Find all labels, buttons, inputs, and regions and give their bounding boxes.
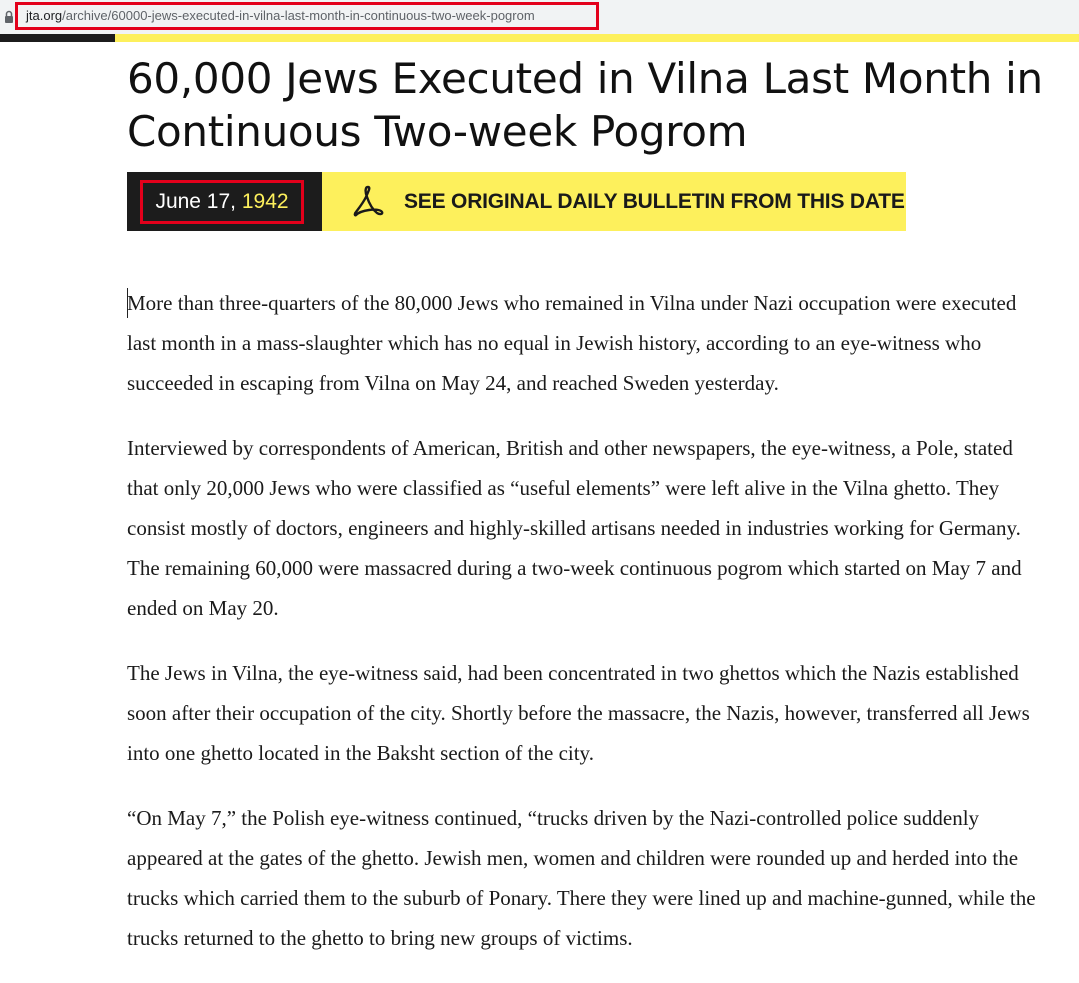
article-paragraph: “On May 7,” the Polish eye-witness continued, “trucks driven by the Nazi-controlled police suddenly appeared at the gates of the ghetto. Jewish men, women and children were rounded up and herded into the trucks which carried them to the suburb of Ponary. There they were lined up and machine-gunned, while the trucks returned to the ghetto to bring new groups of victims.	[127, 806, 1036, 950]
date-year: 1942	[241, 190, 289, 213]
article-paragraph: The Jews in Vilna, the eye-witness said, had been concentrated in two ghettos which the Nazis established soon after their occupation of the city. Shortly before the massacre, the Nazis, however, transferred all Jews into one ghetto located in the Baksht section of the city.	[127, 661, 1030, 765]
header-band-dark	[0, 34, 115, 42]
date-box	[127, 172, 322, 231]
article-paragraph: More than three-quarters of the 80,000 Jews who remained in Vilna under Nazi occupation were executed last month in a mass-slaughter which has no equal in Jewish history, according to an eye-witness who succeeded in escaping from Vilna on May 24, and reached Sweden yesterday.	[127, 291, 1017, 395]
article-paragraph: Interviewed by correspondents of American, British and other newspapers, the eye-witness, a Pole, stated that only 20,000 Jews who were classified as “useful elements” were left alive in the Vilna ghetto. They consist mostly of doctors, engineers and highly-skilled artisans needed in industries working for Germany. The remaining 60,000 were massacred during a two-week continuous pogrom which started on May 7 and ended on May 20.	[127, 436, 1022, 620]
browser-address-bar[interactable]	[0, 0, 1079, 35]
bulletin-link-label: SEE ORIGINAL DAILY BULLETIN FROM THIS DATE	[404, 190, 905, 213]
article-headline: 60,000 Jews Executed in Vilna Last Month in Continuous Two-week Pogrom	[127, 54, 1043, 156]
lock-icon	[4, 10, 14, 24]
article-body	[127, 283, 1047, 983]
original-bulletin-button[interactable]	[322, 172, 906, 231]
header-band-yellow	[115, 34, 1079, 42]
header-color-band	[0, 34, 1079, 42]
pdf-icon	[352, 184, 386, 218]
article-date	[140, 180, 304, 224]
url-domain: jta.org	[26, 8, 63, 23]
url-path: /archive/60000-jews-executed-in-vilna-last-month-in-continuous-two-week-pogrom	[62, 8, 535, 23]
date-text: June 17,	[155, 190, 242, 213]
url-field[interactable]	[15, 2, 599, 30]
